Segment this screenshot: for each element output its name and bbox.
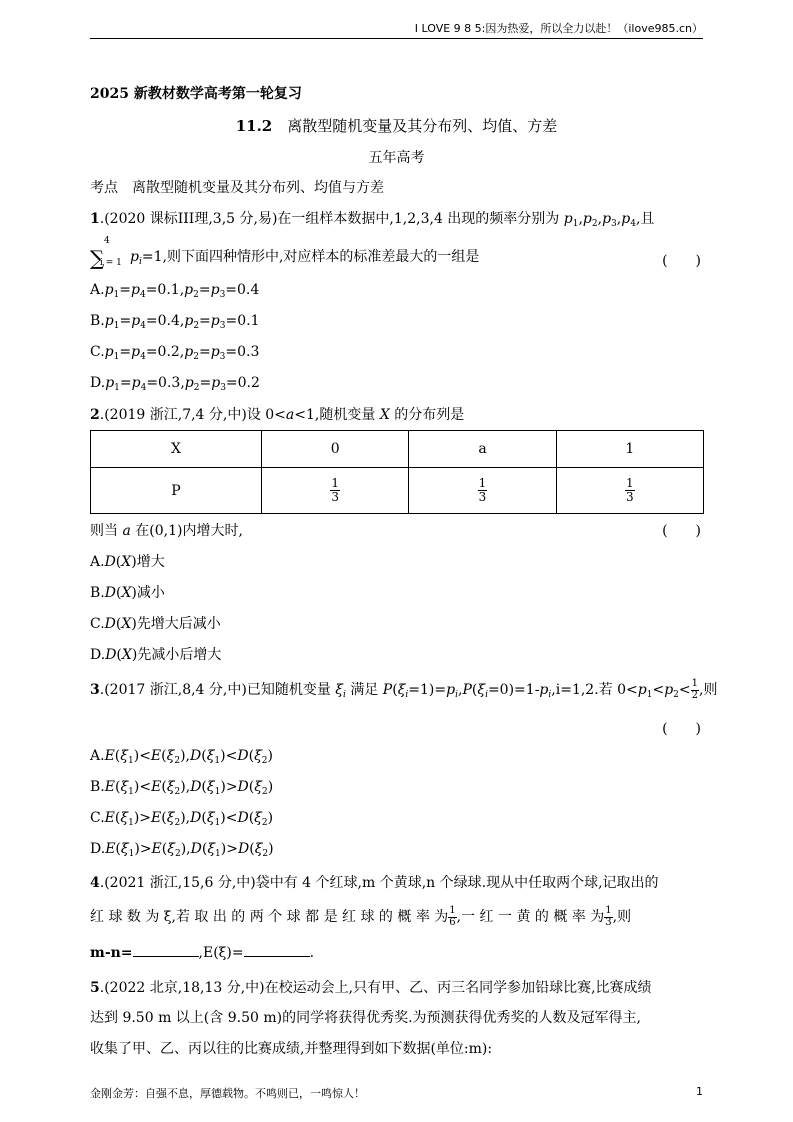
q2-option-b: B.D(X)减小 [90, 585, 165, 601]
section-title: 离散型随机变量及其分布列、均值、方差 [287, 117, 558, 135]
kaodian-text: 离散型随机变量及其分布列、均值与方差 [132, 180, 384, 196]
page-footer [90, 1085, 703, 1105]
q2-option-c: C.D(X)先增大后减小 [90, 616, 221, 632]
table-cell: a [409, 431, 556, 468]
q2-paren: ( ) [662, 523, 701, 539]
answer-blank[interactable] [133, 944, 199, 957]
q1-line2: ∑ 4 i = 1 $p_i=1$,则下面四种情形中,对应样本的标准差最大的一组是 [90, 236, 480, 270]
q1-option-d: $D.p_1=p_4=0.3,p_2=p_3=0.2$ [90, 375, 260, 393]
table-cell: X [91, 431, 262, 468]
fraction: $\frac{1}{2}$ [691, 678, 698, 701]
footer-motto: 金刚金芳：自强不息，厚德载物。不鸣则已，一鸣惊人！ [90, 1087, 365, 1100]
fraction: $\frac{1}{3}$ [626, 476, 634, 504]
q5-line3: 收集了甲、乙、丙以往的比赛成绩,并整理得到如下数据(单位:m): [90, 1041, 493, 1057]
q3-option-d: $D.E(\xi_1)>E(\xi_2),D(\xi_1)>D(\xi_2)$ [90, 841, 274, 859]
table-cell: P [91, 468, 262, 514]
kaodian [90, 177, 384, 197]
q3-line1: 3.(2017 浙江,8,4 分,中)已知随机变量 $\xi_i$ 满足 $P(\xi_i=1)=p_i,P(\xi_i=0)=1-p_i,i=1,2$.若 $0<p_1<p_2<$ $\frac{1}{2}$ ,则 [90, 678, 718, 701]
q2-line2: 则当 a 在(0,1)内增大时, [90, 523, 243, 539]
q3-paren: ( ) [662, 721, 701, 737]
q2-option-a: A.D(X)增大 [90, 554, 165, 570]
fraction: $\frac{1}{3}$ [605, 905, 612, 928]
section-number: 11.2 [235, 117, 273, 135]
sum-symbol: ∑ 4 i = 1 [90, 236, 122, 270]
q1-stem2: =1,则下面四种情形中,对应样本的标准差最大的一组是 [141, 249, 480, 265]
section-heading [0, 115, 793, 136]
q5-line2: 达到 9.50 m 以上(含 9.50 m)的同学将获得优秀奖.为预测获得优秀奖的人数及冠军得主, [90, 1010, 641, 1026]
sum-top: 4 [104, 236, 110, 246]
fraction: $\frac{1}{3}$ [331, 476, 339, 504]
q4-line3: m-n= ,E(ξ)= . [90, 945, 315, 961]
q1-stem1: 在一组样本数据中,1,2,3,4 出现的频率分别为 [277, 211, 560, 227]
q4-line2: 红 球 数 为 ξ,若 取 出 的 两 个 球 都 是 红 球 的 概 率 为 $\frac{1}{6}$ ,一 红 一 黄 的 概 率 为 $\frac{1}{3}$ ,则 [90, 905, 632, 928]
fraction: $\frac{1}{6}$ [449, 905, 456, 928]
fraction: $\frac{1}{3}$ [478, 476, 487, 504]
q1-line1: 1.(2020 课标III理,3,5 分,易)在一组样本数据中,1,2,3,4 出现的频率分别为 $p_1,p_2,p_3,p_4$,且 [90, 211, 655, 229]
q4-line1: 4.(2021 浙江,15,6 分,中)袋中有 4 个红球,m 个黄球,n 个绿球.现从中任取两个球,记取出的 [90, 875, 659, 891]
subtitle: 五年高考 [368, 150, 425, 166]
sum-bot: i = 1 [100, 258, 122, 268]
answer-blank[interactable] [244, 944, 310, 957]
q1-src: .(2020 课标III理,3,5 分,易) [99, 211, 278, 227]
q1-option-b: $B.p_1=p_4=0.4,p_2=p_3=0.1$ [90, 313, 260, 331]
page-number: 1 [696, 1085, 703, 1098]
q2-option-d: D.D(X)先减小后增大 [90, 647, 222, 663]
q3-option-c: $C.E(\xi_1)>E(\xi_2),D(\xi_1)<D(\xi_2)$ [90, 810, 274, 828]
q3-option-a: $A.E(\xi_1)<E(\xi_2),D(\xi_1)<D(\xi_2)$ [90, 748, 273, 766]
q2-num: 2 [90, 407, 100, 423]
q1-option-a: $A.p_1=p_4=0.1,p_2=p_3=0.4$ [90, 282, 260, 300]
q5-line1: 5.(2022 北京,18,13 分,中)在校运动会上,只有甲、乙、丙三名同学参加铅球比赛,比赛成绩 [90, 980, 652, 996]
q3-option-b: $B.E(\xi_1)<E(\xi_2),D(\xi_1)>D(\xi_2)$ [90, 779, 274, 797]
table-cell [556, 468, 703, 514]
table-cell [409, 468, 556, 514]
doc-title: 2025 新教材数学高考第一轮复习 [90, 86, 302, 102]
table-cell [262, 468, 409, 514]
table-row [91, 468, 704, 514]
header-text: I LOVE 9 8 5:因为热爱，所以全力以赴！（ilove985.cn） [414, 22, 703, 35]
table-cell: 0 [262, 431, 409, 468]
page-header [90, 20, 703, 39]
q1-paren: ( ) [662, 253, 701, 269]
q2-line1: 2.(2019 浙江,7,4 分,中)设 0<a<1,随机变量 X 的分布列是 [90, 407, 465, 423]
table-row [91, 431, 704, 468]
distribution-table [90, 430, 704, 514]
q1-stem1-tail: ,且 [635, 211, 655, 227]
kaodian-label: 考点 [90, 180, 118, 196]
q1-num: 1 [90, 211, 100, 227]
q1-option-c: $C.p_1=p_4=0.2,p_2=p_3=0.3$ [90, 344, 260, 362]
table-cell: 1 [556, 431, 703, 468]
